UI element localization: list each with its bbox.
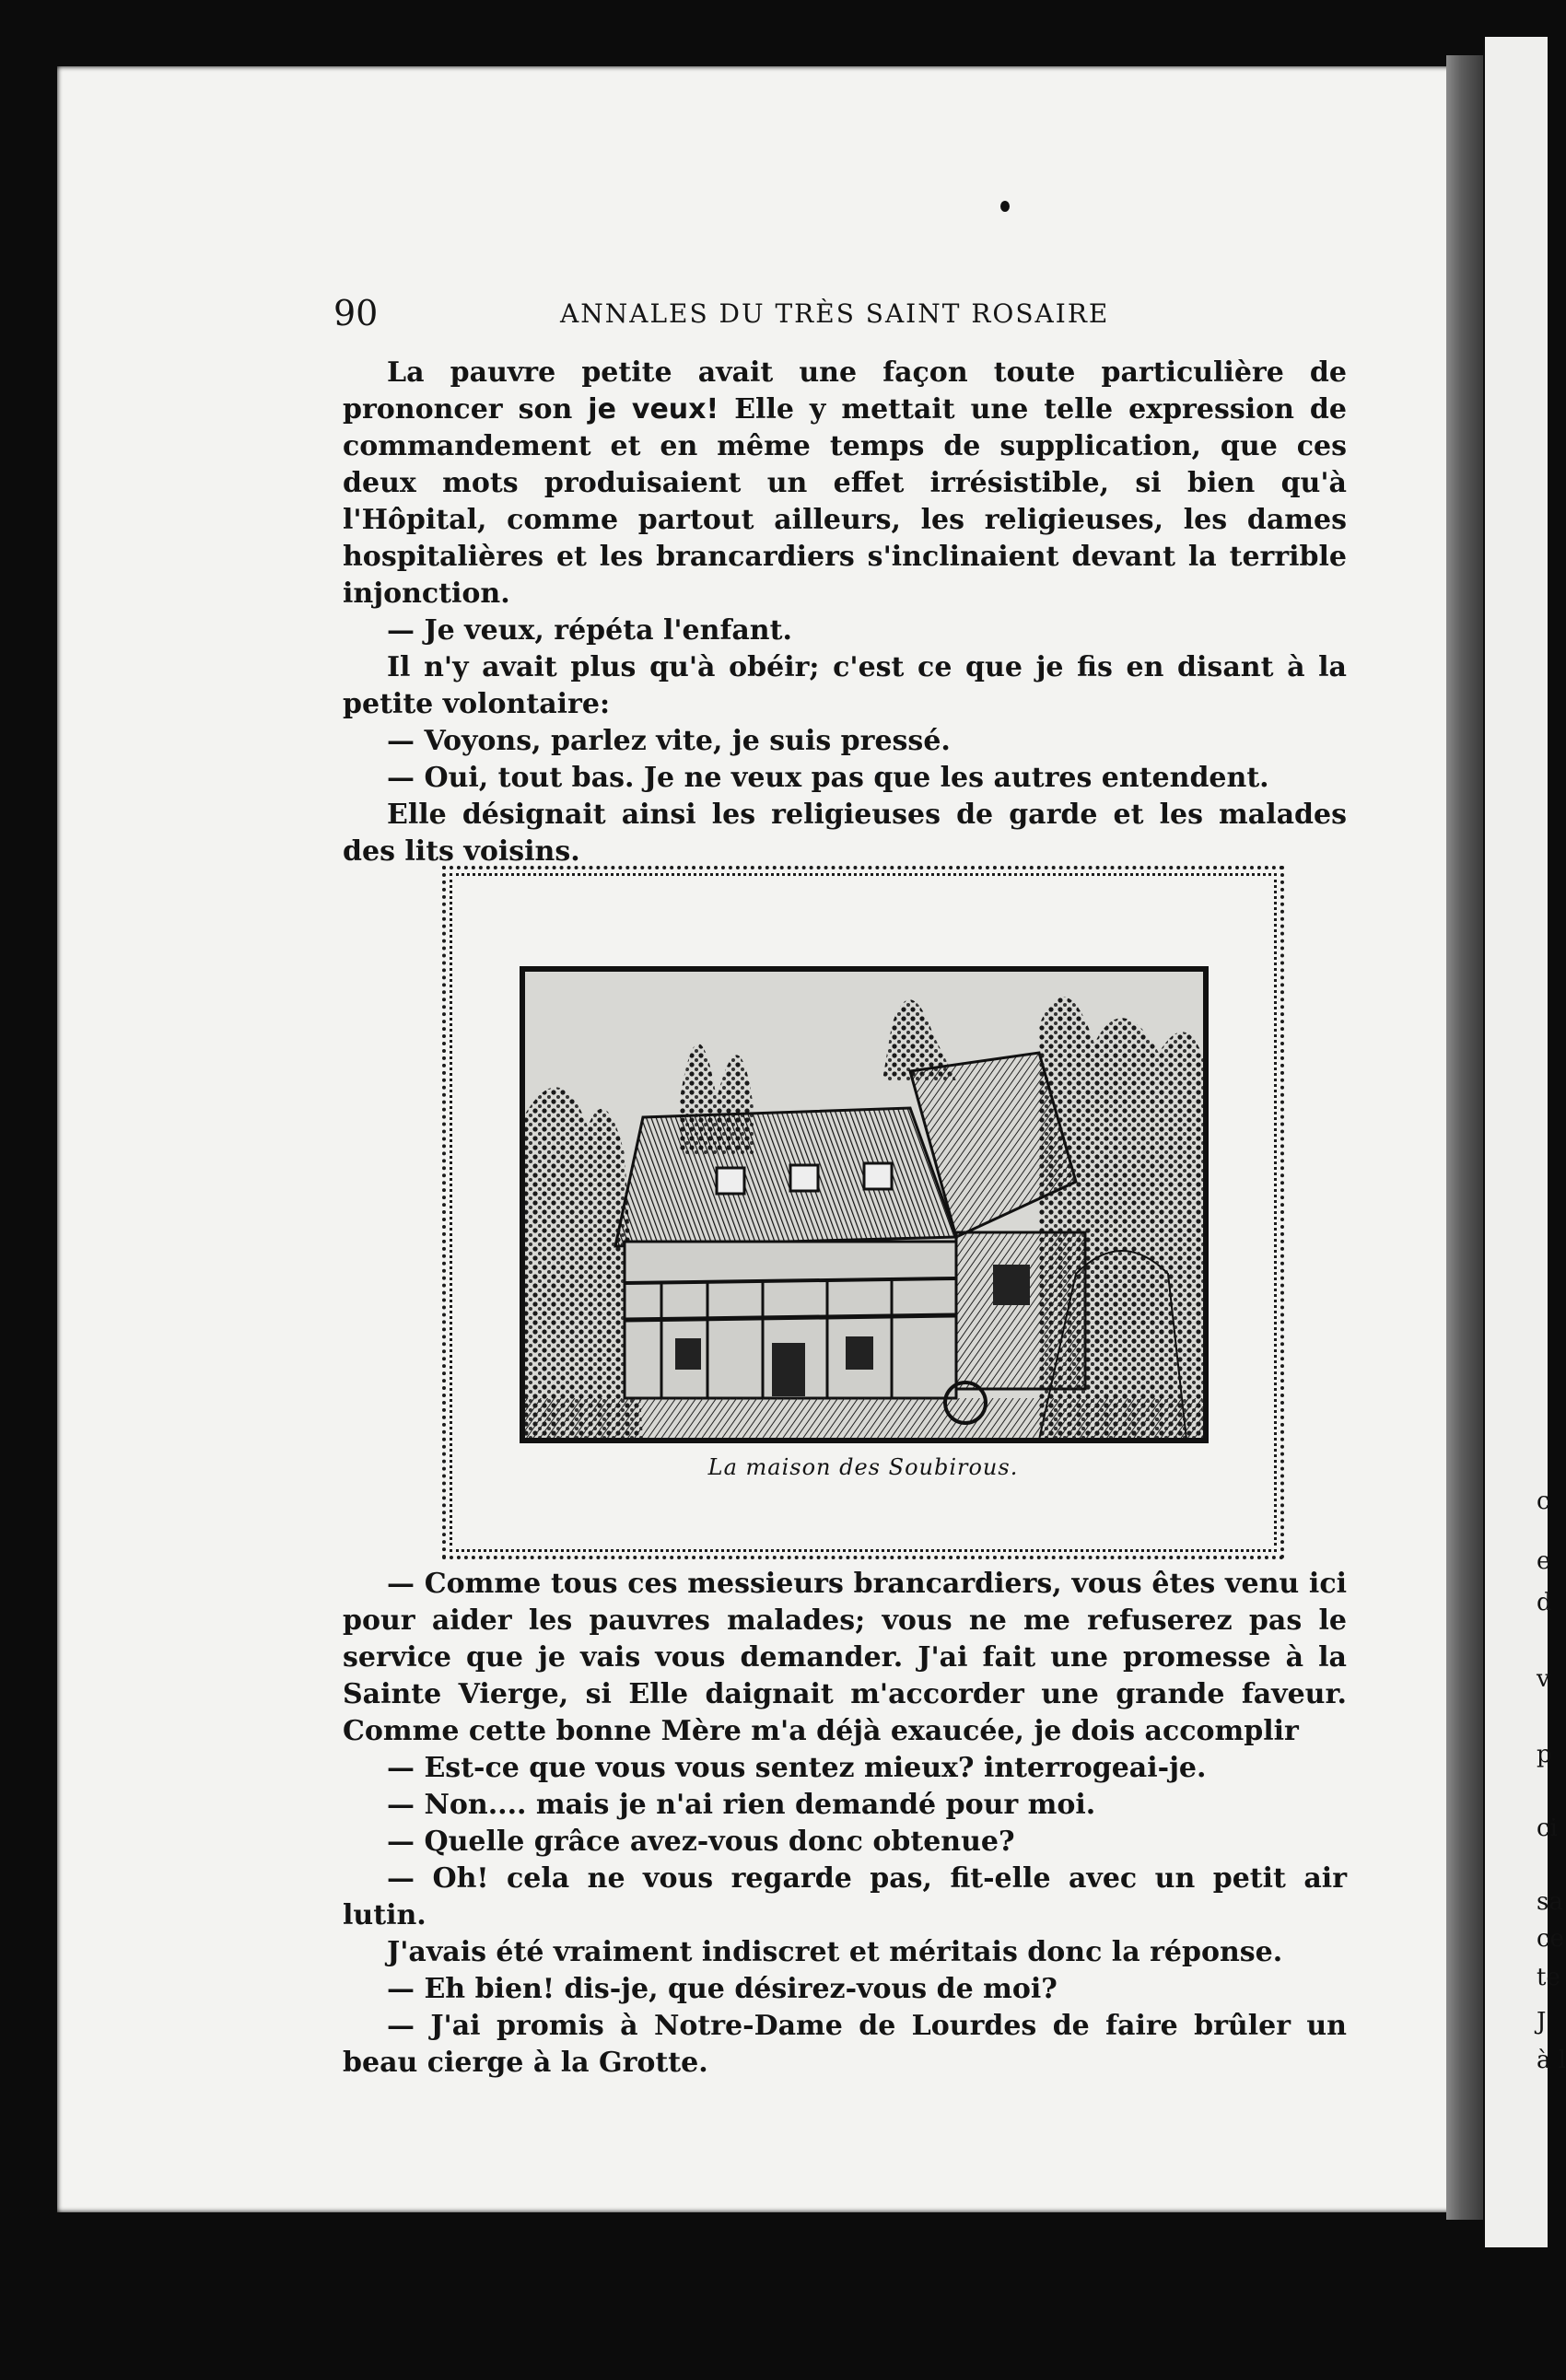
paragraph: — Non.... mais je n'ai rien demandé pour moi.: [387, 1789, 1096, 1821]
paragraph: — Oh! cela ne vous regarde pas, fit-elle avec un petit air lutin.: [343, 1862, 1347, 1931]
adjacent-fragment: ci: [1537, 1814, 1558, 1842]
body-text-top: [343, 355, 1347, 870]
page-number: 90: [333, 293, 379, 333]
emphasis: je veux!: [588, 393, 719, 426]
paragraph: — Voyons, parlez vite, je suis pressé.: [387, 725, 951, 757]
adjacent-fragment: e: [1537, 1547, 1551, 1575]
paragraph: — Est-ce que vous vous sentez mieux? interrogeai-je.: [387, 1752, 1207, 1784]
house-engraving: [520, 966, 1209, 1443]
paragraph: La pauvre petite avait une façon toute particulière de prononcer son je veux! Elle y mettait une telle expression de commandement et en même temps de supplication, que ces deux mots produisaient un effet irrésistible, si bien qu'à l'Hôpital, comme partout ailleurs, les religieuses, les dames hospitalières et les brancardiers s'inclinaient devant la terrible injonction.: [343, 356, 1347, 610]
paragraph: — Quelle grâce avez-vous donc obtenue?: [387, 1826, 1015, 1858]
paragraph: J'avais été vraiment indiscret et méritais donc la réponse.: [387, 1936, 1283, 1968]
paragraph: — Eh bien! dis-je, que désirez-vous de moi?: [387, 1973, 1058, 2005]
adjacent-fragment: p: [1537, 1741, 1552, 1768]
adjacent-page: [1485, 37, 1566, 2247]
adjacent-fragment: te: [1537, 1964, 1560, 1991]
paragraph: Il n'y avait plus qu'à obéir; c'est ce que je fis en disant à la petite volontaire:: [343, 651, 1347, 720]
adjacent-fragment: d: [1537, 1589, 1552, 1616]
adjacent-fragment: v: [1537, 1665, 1550, 1693]
paragraph: Elle désignait ainsi les religieuses de garde et les malades des lits voisins.: [343, 799, 1347, 868]
paragraph: — Oui, tout bas. Je ne veux pas que les autres entendent.: [387, 762, 1269, 794]
figure-caption: La maison des Soubirous.: [707, 1454, 1019, 1480]
paragraph: — Comme tous ces messieurs brancardiers, vous êtes venu ici pour aider les pauvres malades; vous ne me refuserez pas le service que je vais vous demander. J'ai fait une promesse à la Sainte Vierge, si Elle daignait m'accorder une grande faveur. Comme cette bonne Mère m'a déjà exaucée, je dois accomplir: [343, 1568, 1347, 1747]
figure-frame: [442, 866, 1284, 1559]
house-illustration: [523, 970, 1205, 1440]
paragraph: — J'ai promis à Notre-Dame de Lourdes de faire brûler un beau cierge à la Grotte.: [343, 2010, 1347, 2079]
adjacent-fragment: à l: [1537, 2047, 1566, 2074]
adjacent-fragment: J: [1537, 2008, 1547, 2036]
paragraph: — Je veux, répéta l'enfant.: [387, 614, 792, 647]
adjacent-fragment: ce: [1537, 1925, 1564, 1953]
ink-speck: [1000, 201, 1010, 212]
adjacent-fragment: sa: [1537, 1888, 1563, 1916]
page-header: [333, 293, 1255, 339]
adjacent-fragment: c: [1537, 1488, 1550, 1515]
body-text-bottom: [343, 1566, 1347, 2082]
page-edge: [1446, 55, 1483, 2220]
running-title: ANNALES DU TRÈS SAINT ROSAIRE: [560, 298, 1110, 329]
